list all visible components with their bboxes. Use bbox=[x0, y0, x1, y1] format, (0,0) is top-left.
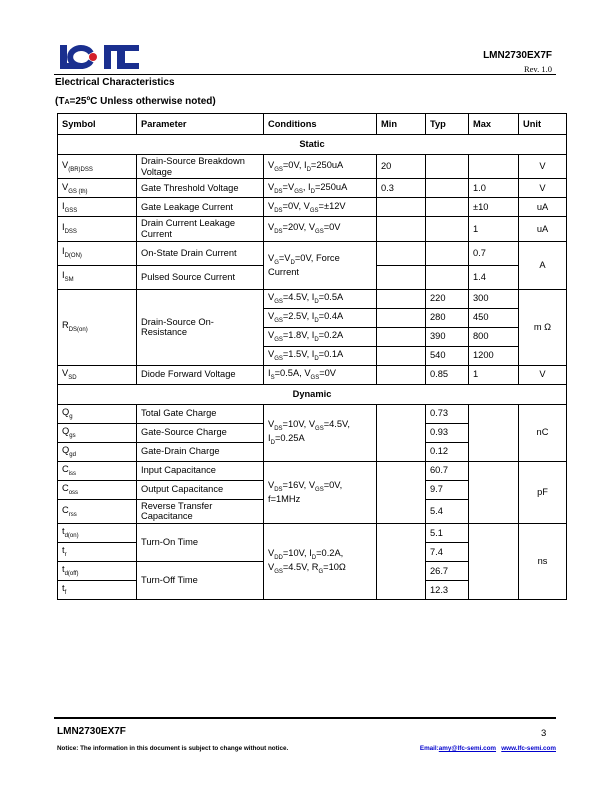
max-cell bbox=[469, 461, 519, 523]
unit-cell: V bbox=[519, 155, 567, 179]
typ-cell bbox=[426, 265, 469, 289]
conditions-cell: $V_{GS}=1.5V$, $I_D=0.1A$ bbox=[264, 346, 377, 365]
electrical-characteristics-table bbox=[57, 113, 567, 600]
symbol-cell: $V_{(BR)DSS}$ bbox=[58, 155, 137, 179]
parameter-cell: Turn-Off Time bbox=[137, 562, 264, 600]
col-header-unit: Unit bbox=[519, 114, 567, 135]
unit-cell: uA bbox=[519, 198, 567, 217]
max-cell: 1.0 bbox=[469, 179, 519, 198]
parameter-cell: Gate Leakage Current bbox=[137, 198, 264, 217]
max-cell: 450 bbox=[469, 308, 519, 327]
typ-cell: 280 bbox=[426, 308, 469, 327]
symbol-cell: $C_{rss}$ bbox=[58, 499, 137, 523]
parameter-cell: Diode Forward Voltage bbox=[137, 365, 264, 384]
min-cell bbox=[377, 265, 426, 289]
max-cell: 1200 bbox=[469, 346, 519, 365]
min-cell bbox=[377, 365, 426, 384]
conditions-cell: $V_{DS}=V_{GS}$, $I_D=250uA$ bbox=[264, 179, 377, 198]
symbol-cell: $C_{iss}$ bbox=[58, 461, 137, 480]
parameter-cell: Pulsed Source Current bbox=[137, 265, 264, 289]
unit-cell: pF bbox=[519, 461, 567, 523]
min-cell bbox=[377, 198, 426, 217]
email-link[interactable]: amy@lfc-semi.com bbox=[438, 745, 497, 752]
parameter-cell: Drain Current Leakage Current bbox=[137, 217, 264, 241]
min-cell: 0.3 bbox=[377, 179, 426, 198]
min-cell bbox=[377, 404, 426, 461]
table-row bbox=[58, 198, 567, 217]
table-row bbox=[58, 461, 567, 480]
symbol-cell: $Q_{gs}$ bbox=[58, 423, 137, 442]
parameter-cell: Drain-Source Breakdown Voltage bbox=[137, 155, 264, 179]
symbol-cell: $V_{SD}$ bbox=[58, 365, 137, 384]
max-cell: 1 bbox=[469, 217, 519, 241]
parameter-cell: Output Capacitance bbox=[137, 480, 264, 499]
header-divider bbox=[54, 74, 556, 75]
table-row bbox=[58, 179, 567, 198]
symbol-cell: $V_{GS (th)}$ bbox=[58, 179, 137, 198]
max-cell bbox=[469, 404, 519, 461]
unit-cell: nC bbox=[519, 404, 567, 461]
table-row bbox=[58, 155, 567, 179]
symbol-cell: $t_f$ bbox=[58, 581, 137, 600]
conditions-cell: $I_S=0.5A$, $V_{GS}=0V$ bbox=[264, 365, 377, 384]
symbol-cell: $I_{DSS}$ bbox=[58, 217, 137, 241]
max-cell: 0.7 bbox=[469, 241, 519, 265]
typ-cell: 60.7 bbox=[426, 461, 469, 480]
conditions-cell: $V_{DS}=16V$, $V_{GS}=0V$, f=1MHz bbox=[264, 461, 377, 523]
parameter-cell: Gate-Source Charge bbox=[137, 423, 264, 442]
conditions-cell: $V_{GS}=1.8V$, $I_D=0.2A$ bbox=[264, 327, 377, 346]
parameter-cell: Total Gate Charge bbox=[137, 404, 264, 423]
max-cell: ±10 bbox=[469, 198, 519, 217]
max-cell: 300 bbox=[469, 289, 519, 308]
typ-cell bbox=[426, 241, 469, 265]
parameter-cell: Input Capacitance bbox=[137, 461, 264, 480]
company-logo bbox=[59, 44, 141, 70]
conditions-cell: $V_G=V_D=0V$, Force Current bbox=[264, 241, 377, 289]
table-row bbox=[58, 365, 567, 384]
typ-cell: 9.7 bbox=[426, 480, 469, 499]
parameter-cell: On-State Drain Current bbox=[137, 241, 264, 265]
symbol-cell: $t_{d(off)}$ bbox=[58, 562, 137, 581]
static-section-row bbox=[58, 135, 567, 155]
typ-cell: 5.1 bbox=[426, 524, 469, 543]
conditions-cell: $V_{GS}=0V$, $I_D=250uA$ bbox=[264, 155, 377, 179]
symbol-cell: $I_{SM}$ bbox=[58, 265, 137, 289]
legal-notice: Notice: The information in this document is subject to change without notice. bbox=[57, 745, 289, 752]
table-row bbox=[58, 289, 567, 308]
footer-divider bbox=[54, 717, 556, 719]
min-cell bbox=[377, 461, 426, 523]
typ-cell: 5.4 bbox=[426, 499, 469, 523]
symbol-cell: $t_{d(on)}$ bbox=[58, 524, 137, 543]
revision-label: Rev. 1.0 bbox=[523, 64, 552, 74]
parameter-cell: Gate-Drain Charge bbox=[137, 442, 264, 461]
col-header-typ: Typ bbox=[426, 114, 469, 135]
website-link[interactable]: www.lfc-semi.com bbox=[501, 745, 556, 752]
unit-cell: A bbox=[519, 241, 567, 289]
max-cell: 1.4 bbox=[469, 265, 519, 289]
typ-cell: 0.12 bbox=[426, 442, 469, 461]
max-cell: 1 bbox=[469, 365, 519, 384]
unit-cell: V bbox=[519, 365, 567, 384]
typ-cell bbox=[426, 179, 469, 198]
parameter-cell: Turn-On Time bbox=[137, 524, 264, 562]
typ-cell: 220 bbox=[426, 289, 469, 308]
table-row bbox=[58, 241, 567, 265]
dynamic-section-label: Dynamic bbox=[58, 384, 567, 404]
typ-cell: 390 bbox=[426, 327, 469, 346]
min-cell: 20 bbox=[377, 155, 426, 179]
part-number-header: LMN2730EX7F bbox=[483, 50, 552, 61]
table-row bbox=[58, 524, 567, 543]
section-title: Electrical Characteristics bbox=[55, 77, 175, 88]
part-number-footer: LMN2730EX7F bbox=[57, 726, 126, 737]
max-cell bbox=[469, 524, 519, 600]
typ-cell bbox=[426, 217, 469, 241]
max-cell bbox=[469, 155, 519, 179]
dynamic-section-row bbox=[58, 384, 567, 404]
table-row bbox=[58, 404, 567, 423]
page-number: 3 bbox=[541, 728, 547, 739]
footer-contact-links bbox=[420, 745, 556, 752]
unit-cell: V bbox=[519, 179, 567, 198]
typ-cell: 26.7 bbox=[426, 562, 469, 581]
col-header-min: Min bbox=[377, 114, 426, 135]
unit-cell: ns bbox=[519, 524, 567, 600]
static-section-label: Static bbox=[58, 135, 567, 155]
table-row bbox=[58, 217, 567, 241]
test-condition-note: (TA=25ºC Unless otherwise noted) bbox=[55, 96, 216, 107]
min-cell bbox=[377, 327, 426, 346]
min-cell bbox=[377, 289, 426, 308]
symbol-cell: $Q_g$ bbox=[58, 404, 137, 423]
conditions-cell: $V_{DS}=0V$, $V_{GS}=\pm 12V$ bbox=[264, 198, 377, 217]
min-cell bbox=[377, 346, 426, 365]
conditions-cell: $V_{DS}=20V$, $V_{GS}=0V$ bbox=[264, 217, 377, 241]
typ-cell: 12.3 bbox=[426, 581, 469, 600]
table-header-row bbox=[58, 114, 567, 135]
conditions-cell: $V_{DD}=10V$, $I_D=0.2A$, $V_{GS}=4.5V$, $R_G=10\Omega$ bbox=[264, 524, 377, 600]
typ-cell: 7.4 bbox=[426, 543, 469, 562]
col-header-symbol: Symbol bbox=[58, 114, 137, 135]
typ-cell: 540 bbox=[426, 346, 469, 365]
col-header-parameter: Parameter bbox=[137, 114, 264, 135]
col-header-max: Max bbox=[469, 114, 519, 135]
min-cell bbox=[377, 524, 426, 600]
typ-cell: 0.73 bbox=[426, 404, 469, 423]
unit-cell: m Ω bbox=[519, 289, 567, 365]
symbol-cell: $I_{GSS}$ bbox=[58, 198, 137, 217]
parameter-cell: Gate Threshold Voltage bbox=[137, 179, 264, 198]
max-cell: 800 bbox=[469, 327, 519, 346]
symbol-cell: $C_{oss}$ bbox=[58, 480, 137, 499]
unit-cell: uA bbox=[519, 217, 567, 241]
symbol-cell: $Q_{gd}$ bbox=[58, 442, 137, 461]
symbol-cell: $t_r$ bbox=[58, 543, 137, 562]
conditions-cell: $V_{GS}=2.5V$, $I_D=0.4A$ bbox=[264, 308, 377, 327]
typ-cell bbox=[426, 155, 469, 179]
min-cell bbox=[377, 241, 426, 265]
col-header-conditions: Conditions bbox=[264, 114, 377, 135]
symbol-cell: $I_{D(ON)}$ bbox=[58, 241, 137, 265]
conditions-cell: $V_{GS}=4.5V$, $I_D=0.5A$ bbox=[264, 289, 377, 308]
parameter-cell: Drain-Source On-Resistance bbox=[137, 289, 264, 365]
parameter-cell: Reverse Transfer Capacitance bbox=[137, 499, 264, 523]
typ-cell bbox=[426, 198, 469, 217]
min-cell bbox=[377, 308, 426, 327]
email-label: Email: bbox=[419, 745, 439, 752]
conditions-cell: $V_{DS}=10V$, $V_{GS}=4.5V$, $I_D=0.25A$ bbox=[264, 404, 377, 461]
min-cell bbox=[377, 217, 426, 241]
symbol-cell: $R_{DS(on)}$ bbox=[58, 289, 137, 365]
typ-cell: 0.85 bbox=[426, 365, 469, 384]
typ-cell: 0.93 bbox=[426, 423, 469, 442]
